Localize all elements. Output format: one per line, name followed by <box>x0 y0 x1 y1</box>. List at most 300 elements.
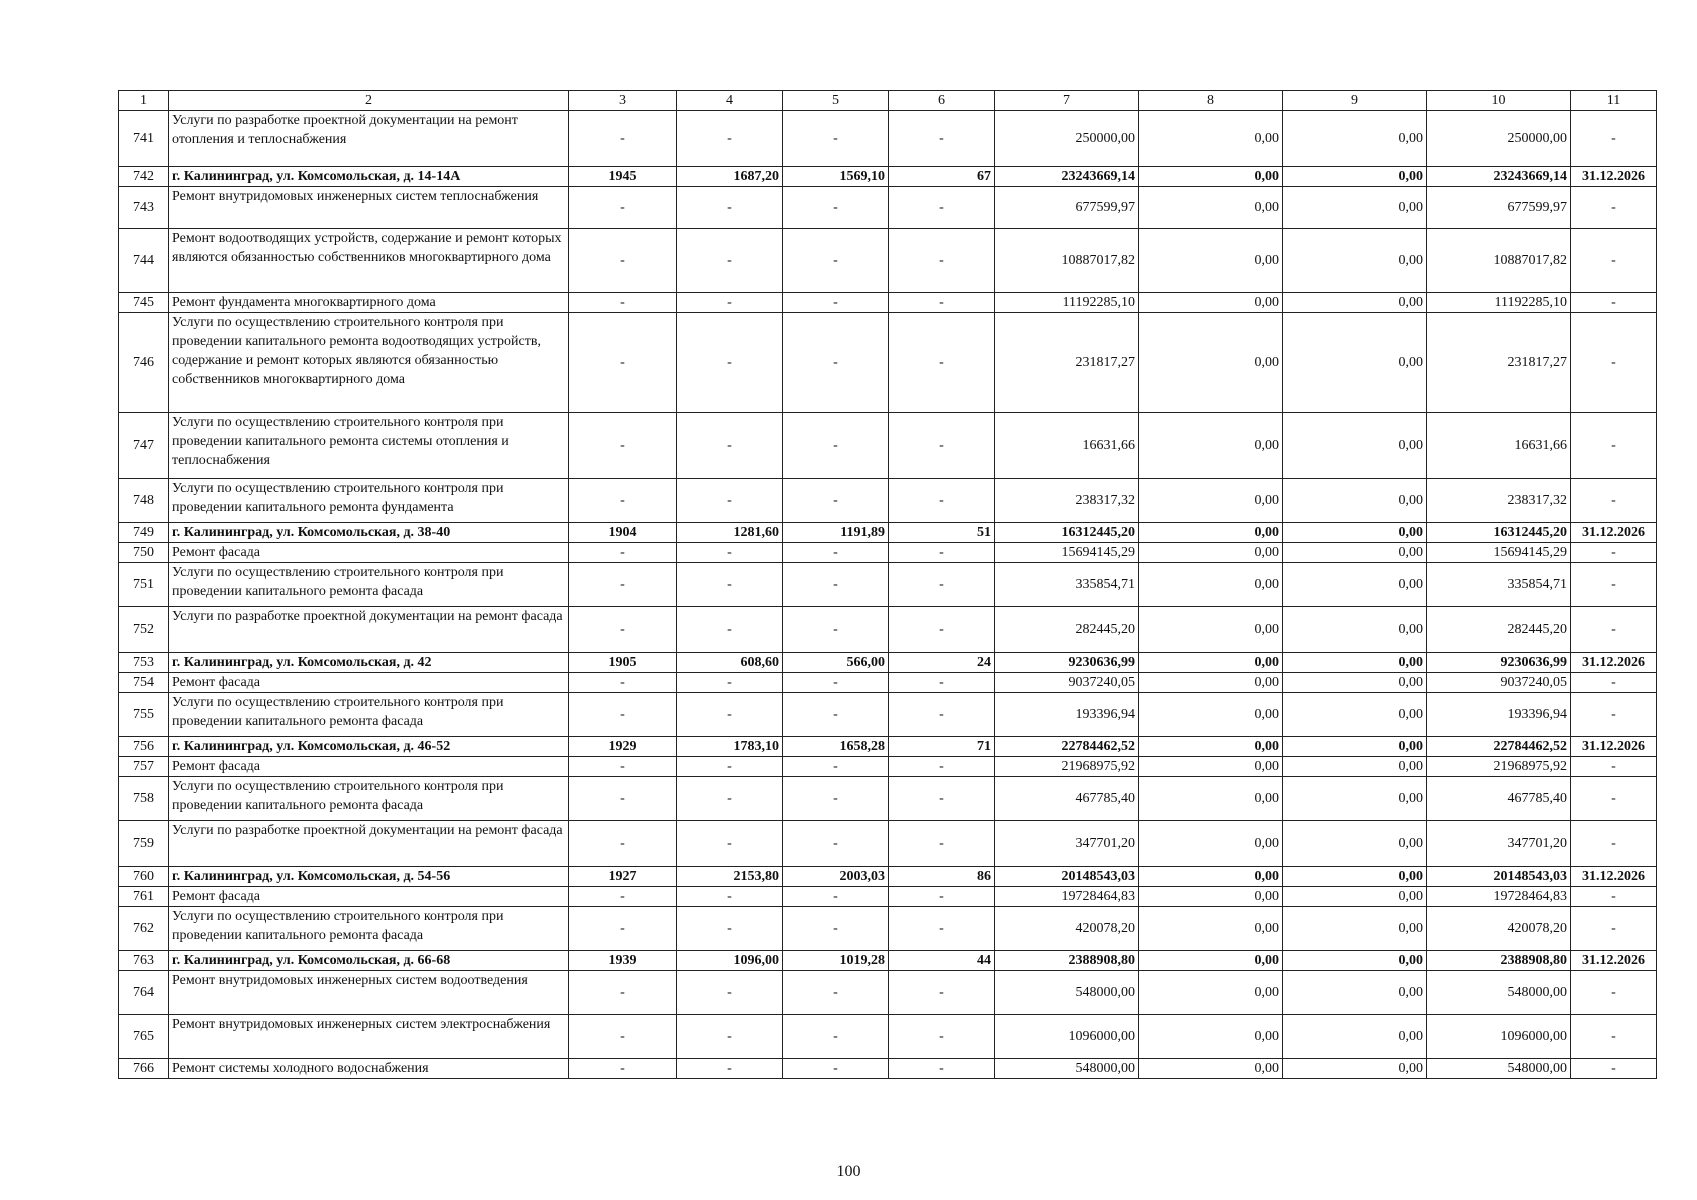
total-area-cell: - <box>677 821 783 867</box>
regional-funds-cell: 0,00 <box>1283 293 1427 313</box>
year-cell: - <box>569 673 677 693</box>
total-area-cell: 608,60 <box>677 653 783 673</box>
total-cost-cell: 9037240,05 <box>995 673 1139 693</box>
living-area-cell: - <box>783 907 889 951</box>
year-cell: 1945 <box>569 167 677 187</box>
owner-funds-cell: 19728464,83 <box>1427 887 1571 907</box>
year-cell: - <box>569 887 677 907</box>
completion-date-cell: - <box>1571 971 1657 1015</box>
living-area-cell: 1019,28 <box>783 951 889 971</box>
total-cost-cell: 19728464,83 <box>995 887 1139 907</box>
owner-funds-cell: 347701,20 <box>1427 821 1571 867</box>
living-area-cell: - <box>783 821 889 867</box>
regional-funds-cell: 0,00 <box>1283 777 1427 821</box>
row-number-cell: 766 <box>119 1059 169 1079</box>
living-area-cell: 566,00 <box>783 653 889 673</box>
item-name-cell: Ремонт фасада <box>169 543 569 563</box>
owner-funds-cell: 15694145,29 <box>1427 543 1571 563</box>
completion-date-cell: 31.12.2026 <box>1571 167 1657 187</box>
living-area-cell: - <box>783 1015 889 1059</box>
residents-cell: - <box>889 187 995 229</box>
living-area-cell: 2003,03 <box>783 867 889 887</box>
work-item-row <box>119 1015 1657 1059</box>
living-area-cell: - <box>783 673 889 693</box>
total-cost-cell: 22784462,52 <box>995 737 1139 757</box>
item-name-cell: Ремонт фасада <box>169 757 569 777</box>
federal-funds-cell: 0,00 <box>1139 867 1283 887</box>
regional-funds-cell: 0,00 <box>1283 821 1427 867</box>
work-item-row <box>119 757 1657 777</box>
total-cost-cell: 677599,97 <box>995 187 1139 229</box>
completion-date-cell: - <box>1571 693 1657 737</box>
owner-funds-cell: 20148543,03 <box>1427 867 1571 887</box>
column-header: 10 <box>1427 91 1571 111</box>
year-cell: - <box>569 1059 677 1079</box>
federal-funds-cell: 0,00 <box>1139 737 1283 757</box>
federal-funds-cell: 0,00 <box>1139 777 1283 821</box>
address-row <box>119 867 1657 887</box>
address-row <box>119 737 1657 757</box>
regional-funds-cell: 0,00 <box>1283 887 1427 907</box>
completion-date-cell: - <box>1571 293 1657 313</box>
item-name-cell: г. Калининград, ул. Комсомольская, д. 14-14А <box>169 167 569 187</box>
year-cell: 1904 <box>569 523 677 543</box>
year-cell: - <box>569 821 677 867</box>
federal-funds-cell: 0,00 <box>1139 757 1283 777</box>
regional-funds-cell: 0,00 <box>1283 1059 1427 1079</box>
work-item-row <box>119 479 1657 523</box>
column-number-header-row <box>119 91 1657 111</box>
row-number-cell: 746 <box>119 313 169 413</box>
residents-cell: - <box>889 1015 995 1059</box>
owner-funds-cell: 420078,20 <box>1427 907 1571 951</box>
living-area-cell: - <box>783 971 889 1015</box>
federal-funds-cell: 0,00 <box>1139 313 1283 413</box>
year-cell: 1905 <box>569 653 677 673</box>
owner-funds-cell: 335854,71 <box>1427 563 1571 607</box>
regional-funds-cell: 0,00 <box>1283 187 1427 229</box>
total-cost-cell: 231817,27 <box>995 313 1139 413</box>
total-cost-cell: 15694145,29 <box>995 543 1139 563</box>
federal-funds-cell: 0,00 <box>1139 111 1283 167</box>
work-item-row <box>119 543 1657 563</box>
item-name-cell: Услуги по осуществлению строительного контроля при проведении капитального ремонта фундамента <box>169 479 569 523</box>
row-number-cell: 762 <box>119 907 169 951</box>
year-cell: - <box>569 293 677 313</box>
work-item-row <box>119 607 1657 653</box>
owner-funds-cell: 10887017,82 <box>1427 229 1571 293</box>
item-name-cell: Ремонт фундамента многоквартирного дома <box>169 293 569 313</box>
capital-repair-table <box>118 90 1657 1079</box>
column-header: 4 <box>677 91 783 111</box>
work-item-row <box>119 313 1657 413</box>
living-area-cell: - <box>783 1059 889 1079</box>
residents-cell: - <box>889 777 995 821</box>
row-number-cell: 753 <box>119 653 169 673</box>
owner-funds-cell: 16312445,20 <box>1427 523 1571 543</box>
item-name-cell: Услуги по осуществлению строительного контроля при проведении капитального ремонта фасада <box>169 693 569 737</box>
total-area-cell: - <box>677 1059 783 1079</box>
living-area-cell: - <box>783 313 889 413</box>
completion-date-cell: - <box>1571 777 1657 821</box>
total-area-cell: - <box>677 673 783 693</box>
item-name-cell: Ремонт водоотводящих устройств, содержание и ремонт которых являются обязанностью собственников многоквартирного дома <box>169 229 569 293</box>
residents-cell: - <box>889 821 995 867</box>
living-area-cell: - <box>783 777 889 821</box>
row-number-cell: 765 <box>119 1015 169 1059</box>
item-name-cell: Услуги по разработке проектной документации на ремонт фасада <box>169 821 569 867</box>
regional-funds-cell: 0,00 <box>1283 111 1427 167</box>
total-cost-cell: 16312445,20 <box>995 523 1139 543</box>
residents-cell: - <box>889 607 995 653</box>
residents-cell: - <box>889 229 995 293</box>
column-header: 7 <box>995 91 1139 111</box>
row-number-cell: 749 <box>119 523 169 543</box>
federal-funds-cell: 0,00 <box>1139 971 1283 1015</box>
item-name-cell: г. Калининград, ул. Комсомольская, д. 54-56 <box>169 867 569 887</box>
residents-cell: - <box>889 413 995 479</box>
owner-funds-cell: 193396,94 <box>1427 693 1571 737</box>
year-cell: - <box>569 313 677 413</box>
completion-date-cell: - <box>1571 543 1657 563</box>
row-number-cell: 761 <box>119 887 169 907</box>
residents-cell: 51 <box>889 523 995 543</box>
regional-funds-cell: 0,00 <box>1283 167 1427 187</box>
row-number-cell: 744 <box>119 229 169 293</box>
owner-funds-cell: 9230636,99 <box>1427 653 1571 673</box>
federal-funds-cell: 0,00 <box>1139 673 1283 693</box>
column-header: 1 <box>119 91 169 111</box>
completion-date-cell: - <box>1571 313 1657 413</box>
item-name-cell: Ремонт системы холодного водоснабжения <box>169 1059 569 1079</box>
total-cost-cell: 23243669,14 <box>995 167 1139 187</box>
item-name-cell: г. Калининград, ул. Комсомольская, д. 42 <box>169 653 569 673</box>
year-cell: - <box>569 543 677 563</box>
item-name-cell: Услуги по осуществлению строительного контроля при проведении капитального ремонта фасада <box>169 777 569 821</box>
federal-funds-cell: 0,00 <box>1139 293 1283 313</box>
row-number-cell: 759 <box>119 821 169 867</box>
item-name-cell: г. Калининград, ул. Комсомольская, д. 38-40 <box>169 523 569 543</box>
federal-funds-cell: 0,00 <box>1139 479 1283 523</box>
year-cell: - <box>569 111 677 167</box>
item-name-cell: Услуги по осуществлению строительного контроля при проведении капитального ремонта водоотводящих устройств, содержание и ремонт которых являются обязанностью собственников многоквартирного дома <box>169 313 569 413</box>
row-number-cell: 755 <box>119 693 169 737</box>
row-number-cell: 750 <box>119 543 169 563</box>
work-item-row <box>119 413 1657 479</box>
owner-funds-cell: 231817,27 <box>1427 313 1571 413</box>
work-item-row <box>119 111 1657 167</box>
item-name-cell: Ремонт фасада <box>169 887 569 907</box>
year-cell: - <box>569 1015 677 1059</box>
living-area-cell: - <box>783 293 889 313</box>
total-cost-cell: 21968975,92 <box>995 757 1139 777</box>
row-number-cell: 743 <box>119 187 169 229</box>
total-area-cell: - <box>677 229 783 293</box>
federal-funds-cell: 0,00 <box>1139 653 1283 673</box>
year-cell: 1939 <box>569 951 677 971</box>
completion-date-cell: - <box>1571 757 1657 777</box>
residents-cell: - <box>889 971 995 1015</box>
residents-cell: - <box>889 293 995 313</box>
federal-funds-cell: 0,00 <box>1139 1015 1283 1059</box>
living-area-cell: - <box>783 413 889 479</box>
total-area-cell: - <box>677 757 783 777</box>
completion-date-cell: - <box>1571 479 1657 523</box>
item-name-cell: Ремонт внутридомовых инженерных систем электроснабжения <box>169 1015 569 1059</box>
residents-cell: - <box>889 543 995 563</box>
address-row <box>119 653 1657 673</box>
regional-funds-cell: 0,00 <box>1283 971 1427 1015</box>
row-number-cell: 751 <box>119 563 169 607</box>
total-area-cell: - <box>677 693 783 737</box>
total-cost-cell: 467785,40 <box>995 777 1139 821</box>
row-number-cell: 748 <box>119 479 169 523</box>
row-number-cell: 747 <box>119 413 169 479</box>
work-item-row <box>119 907 1657 951</box>
item-name-cell: Ремонт внутридомовых инженерных систем теплоснабжения <box>169 187 569 229</box>
year-cell: 1929 <box>569 737 677 757</box>
work-item-row <box>119 693 1657 737</box>
work-item-row <box>119 777 1657 821</box>
year-cell: - <box>569 229 677 293</box>
residents-cell: 24 <box>889 653 995 673</box>
year-cell: - <box>569 693 677 737</box>
total-cost-cell: 9230636,99 <box>995 653 1139 673</box>
item-name-cell: Услуги по осуществлению строительного контроля при проведении капитального ремонта системы отопления и теплоснабжения <box>169 413 569 479</box>
living-area-cell: - <box>783 887 889 907</box>
owner-funds-cell: 677599,97 <box>1427 187 1571 229</box>
federal-funds-cell: 0,00 <box>1139 887 1283 907</box>
row-number-cell: 745 <box>119 293 169 313</box>
residents-cell: - <box>889 111 995 167</box>
completion-date-cell: 31.12.2026 <box>1571 867 1657 887</box>
year-cell: - <box>569 413 677 479</box>
total-area-cell: 1096,00 <box>677 951 783 971</box>
year-cell: - <box>569 757 677 777</box>
address-row <box>119 167 1657 187</box>
item-name-cell: Услуги по осуществлению строительного контроля при проведении капитального ремонта фасада <box>169 563 569 607</box>
row-number-cell: 757 <box>119 757 169 777</box>
row-number-cell: 764 <box>119 971 169 1015</box>
regional-funds-cell: 0,00 <box>1283 757 1427 777</box>
federal-funds-cell: 0,00 <box>1139 523 1283 543</box>
owner-funds-cell: 467785,40 <box>1427 777 1571 821</box>
total-area-cell: - <box>677 413 783 479</box>
owner-funds-cell: 1096000,00 <box>1427 1015 1571 1059</box>
completion-date-cell: 31.12.2026 <box>1571 523 1657 543</box>
work-item-row <box>119 971 1657 1015</box>
total-area-cell: - <box>677 479 783 523</box>
total-cost-cell: 282445,20 <box>995 607 1139 653</box>
row-number-cell: 741 <box>119 111 169 167</box>
regional-funds-cell: 0,00 <box>1283 413 1427 479</box>
completion-date-cell: - <box>1571 821 1657 867</box>
item-name-cell: Ремонт фасада <box>169 673 569 693</box>
regional-funds-cell: 0,00 <box>1283 653 1427 673</box>
year-cell: 1927 <box>569 867 677 887</box>
owner-funds-cell: 16631,66 <box>1427 413 1571 479</box>
year-cell: - <box>569 187 677 229</box>
owner-funds-cell: 21968975,92 <box>1427 757 1571 777</box>
total-cost-cell: 2388908,80 <box>995 951 1139 971</box>
regional-funds-cell: 0,00 <box>1283 313 1427 413</box>
residents-cell: - <box>889 887 995 907</box>
owner-funds-cell: 23243669,14 <box>1427 167 1571 187</box>
owner-funds-cell: 548000,00 <box>1427 1059 1571 1079</box>
item-name-cell: г. Калининград, ул. Комсомольская, д. 46-52 <box>169 737 569 757</box>
row-number-cell: 742 <box>119 167 169 187</box>
completion-date-cell: - <box>1571 563 1657 607</box>
residents-cell: - <box>889 313 995 413</box>
regional-funds-cell: 0,00 <box>1283 563 1427 607</box>
total-cost-cell: 193396,94 <box>995 693 1139 737</box>
column-header: 11 <box>1571 91 1657 111</box>
regional-funds-cell: 0,00 <box>1283 479 1427 523</box>
total-cost-cell: 548000,00 <box>995 1059 1139 1079</box>
work-item-row <box>119 1059 1657 1079</box>
residents-cell: - <box>889 673 995 693</box>
living-area-cell: - <box>783 693 889 737</box>
living-area-cell: 1569,10 <box>783 167 889 187</box>
residents-cell: - <box>889 693 995 737</box>
regional-funds-cell: 0,00 <box>1283 693 1427 737</box>
total-area-cell: - <box>677 887 783 907</box>
residents-cell: - <box>889 757 995 777</box>
column-header: 2 <box>169 91 569 111</box>
work-item-row <box>119 563 1657 607</box>
federal-funds-cell: 0,00 <box>1139 229 1283 293</box>
column-header: 3 <box>569 91 677 111</box>
residents-cell: - <box>889 563 995 607</box>
completion-date-cell: - <box>1571 413 1657 479</box>
work-item-row <box>119 293 1657 313</box>
owner-funds-cell: 9037240,05 <box>1427 673 1571 693</box>
completion-date-cell: 31.12.2026 <box>1571 737 1657 757</box>
regional-funds-cell: 0,00 <box>1283 607 1427 653</box>
completion-date-cell: - <box>1571 1059 1657 1079</box>
total-area-cell: - <box>677 187 783 229</box>
year-cell: - <box>569 777 677 821</box>
living-area-cell: - <box>783 111 889 167</box>
owner-funds-cell: 2388908,80 <box>1427 951 1571 971</box>
column-header: 6 <box>889 91 995 111</box>
total-cost-cell: 238317,32 <box>995 479 1139 523</box>
row-number-cell: 752 <box>119 607 169 653</box>
page-number: 100 <box>836 1163 861 1180</box>
living-area-cell: - <box>783 229 889 293</box>
year-cell: - <box>569 563 677 607</box>
federal-funds-cell: 0,00 <box>1139 907 1283 951</box>
regional-funds-cell: 0,00 <box>1283 1015 1427 1059</box>
federal-funds-cell: 0,00 <box>1139 693 1283 737</box>
owner-funds-cell: 11192285,10 <box>1427 293 1571 313</box>
total-area-cell: - <box>677 907 783 951</box>
total-area-cell: 2153,80 <box>677 867 783 887</box>
owner-funds-cell: 22784462,52 <box>1427 737 1571 757</box>
total-area-cell: 1687,20 <box>677 167 783 187</box>
work-item-row <box>119 821 1657 867</box>
completion-date-cell: - <box>1571 907 1657 951</box>
residents-cell: 71 <box>889 737 995 757</box>
total-area-cell: - <box>677 313 783 413</box>
federal-funds-cell: 0,00 <box>1139 187 1283 229</box>
completion-date-cell: - <box>1571 887 1657 907</box>
federal-funds-cell: 0,00 <box>1139 413 1283 479</box>
item-name-cell: Услуги по осуществлению строительного контроля при проведении капитального ремонта фасада <box>169 907 569 951</box>
item-name-cell: Услуги по разработке проектной документации на ремонт отопления и теплоснабжения <box>169 111 569 167</box>
federal-funds-cell: 0,00 <box>1139 1059 1283 1079</box>
regional-funds-cell: 0,00 <box>1283 673 1427 693</box>
table-body <box>119 111 1657 1079</box>
total-area-cell: 1783,10 <box>677 737 783 757</box>
total-area-cell: - <box>677 543 783 563</box>
completion-date-cell: - <box>1571 187 1657 229</box>
work-item-row <box>119 887 1657 907</box>
regional-funds-cell: 0,00 <box>1283 867 1427 887</box>
total-cost-cell: 1096000,00 <box>995 1015 1139 1059</box>
living-area-cell: 1191,89 <box>783 523 889 543</box>
federal-funds-cell: 0,00 <box>1139 543 1283 563</box>
regional-funds-cell: 0,00 <box>1283 229 1427 293</box>
owner-funds-cell: 238317,32 <box>1427 479 1571 523</box>
owner-funds-cell: 282445,20 <box>1427 607 1571 653</box>
completion-date-cell: - <box>1571 111 1657 167</box>
row-number-cell: 758 <box>119 777 169 821</box>
work-item-row <box>119 187 1657 229</box>
federal-funds-cell: 0,00 <box>1139 167 1283 187</box>
federal-funds-cell: 0,00 <box>1139 607 1283 653</box>
work-item-row <box>119 673 1657 693</box>
row-number-cell: 760 <box>119 867 169 887</box>
year-cell: - <box>569 971 677 1015</box>
total-area-cell: - <box>677 111 783 167</box>
item-name-cell: Ремонт внутридомовых инженерных систем водоотведения <box>169 971 569 1015</box>
owner-funds-cell: 548000,00 <box>1427 971 1571 1015</box>
work-item-row <box>119 229 1657 293</box>
total-cost-cell: 16631,66 <box>995 413 1139 479</box>
total-area-cell: - <box>677 777 783 821</box>
column-header: 5 <box>783 91 889 111</box>
completion-date-cell: 31.12.2026 <box>1571 653 1657 673</box>
federal-funds-cell: 0,00 <box>1139 951 1283 971</box>
total-area-cell: - <box>677 563 783 607</box>
row-number-cell: 754 <box>119 673 169 693</box>
living-area-cell: - <box>783 563 889 607</box>
total-cost-cell: 335854,71 <box>995 563 1139 607</box>
regional-funds-cell: 0,00 <box>1283 951 1427 971</box>
living-area-cell: - <box>783 479 889 523</box>
item-name-cell: Услуги по разработке проектной документации на ремонт фасада <box>169 607 569 653</box>
year-cell: - <box>569 907 677 951</box>
living-area-cell: - <box>783 607 889 653</box>
total-cost-cell: 420078,20 <box>995 907 1139 951</box>
total-cost-cell: 250000,00 <box>995 111 1139 167</box>
living-area-cell: - <box>783 757 889 777</box>
total-area-cell: - <box>677 971 783 1015</box>
residents-cell: 67 <box>889 167 995 187</box>
residents-cell: 44 <box>889 951 995 971</box>
total-area-cell: - <box>677 607 783 653</box>
regional-funds-cell: 0,00 <box>1283 907 1427 951</box>
residents-cell: 86 <box>889 867 995 887</box>
completion-date-cell: - <box>1571 673 1657 693</box>
year-cell: - <box>569 479 677 523</box>
federal-funds-cell: 0,00 <box>1139 821 1283 867</box>
owner-funds-cell: 250000,00 <box>1427 111 1571 167</box>
column-header: 8 <box>1139 91 1283 111</box>
completion-date-cell: - <box>1571 1015 1657 1059</box>
completion-date-cell: - <box>1571 229 1657 293</box>
